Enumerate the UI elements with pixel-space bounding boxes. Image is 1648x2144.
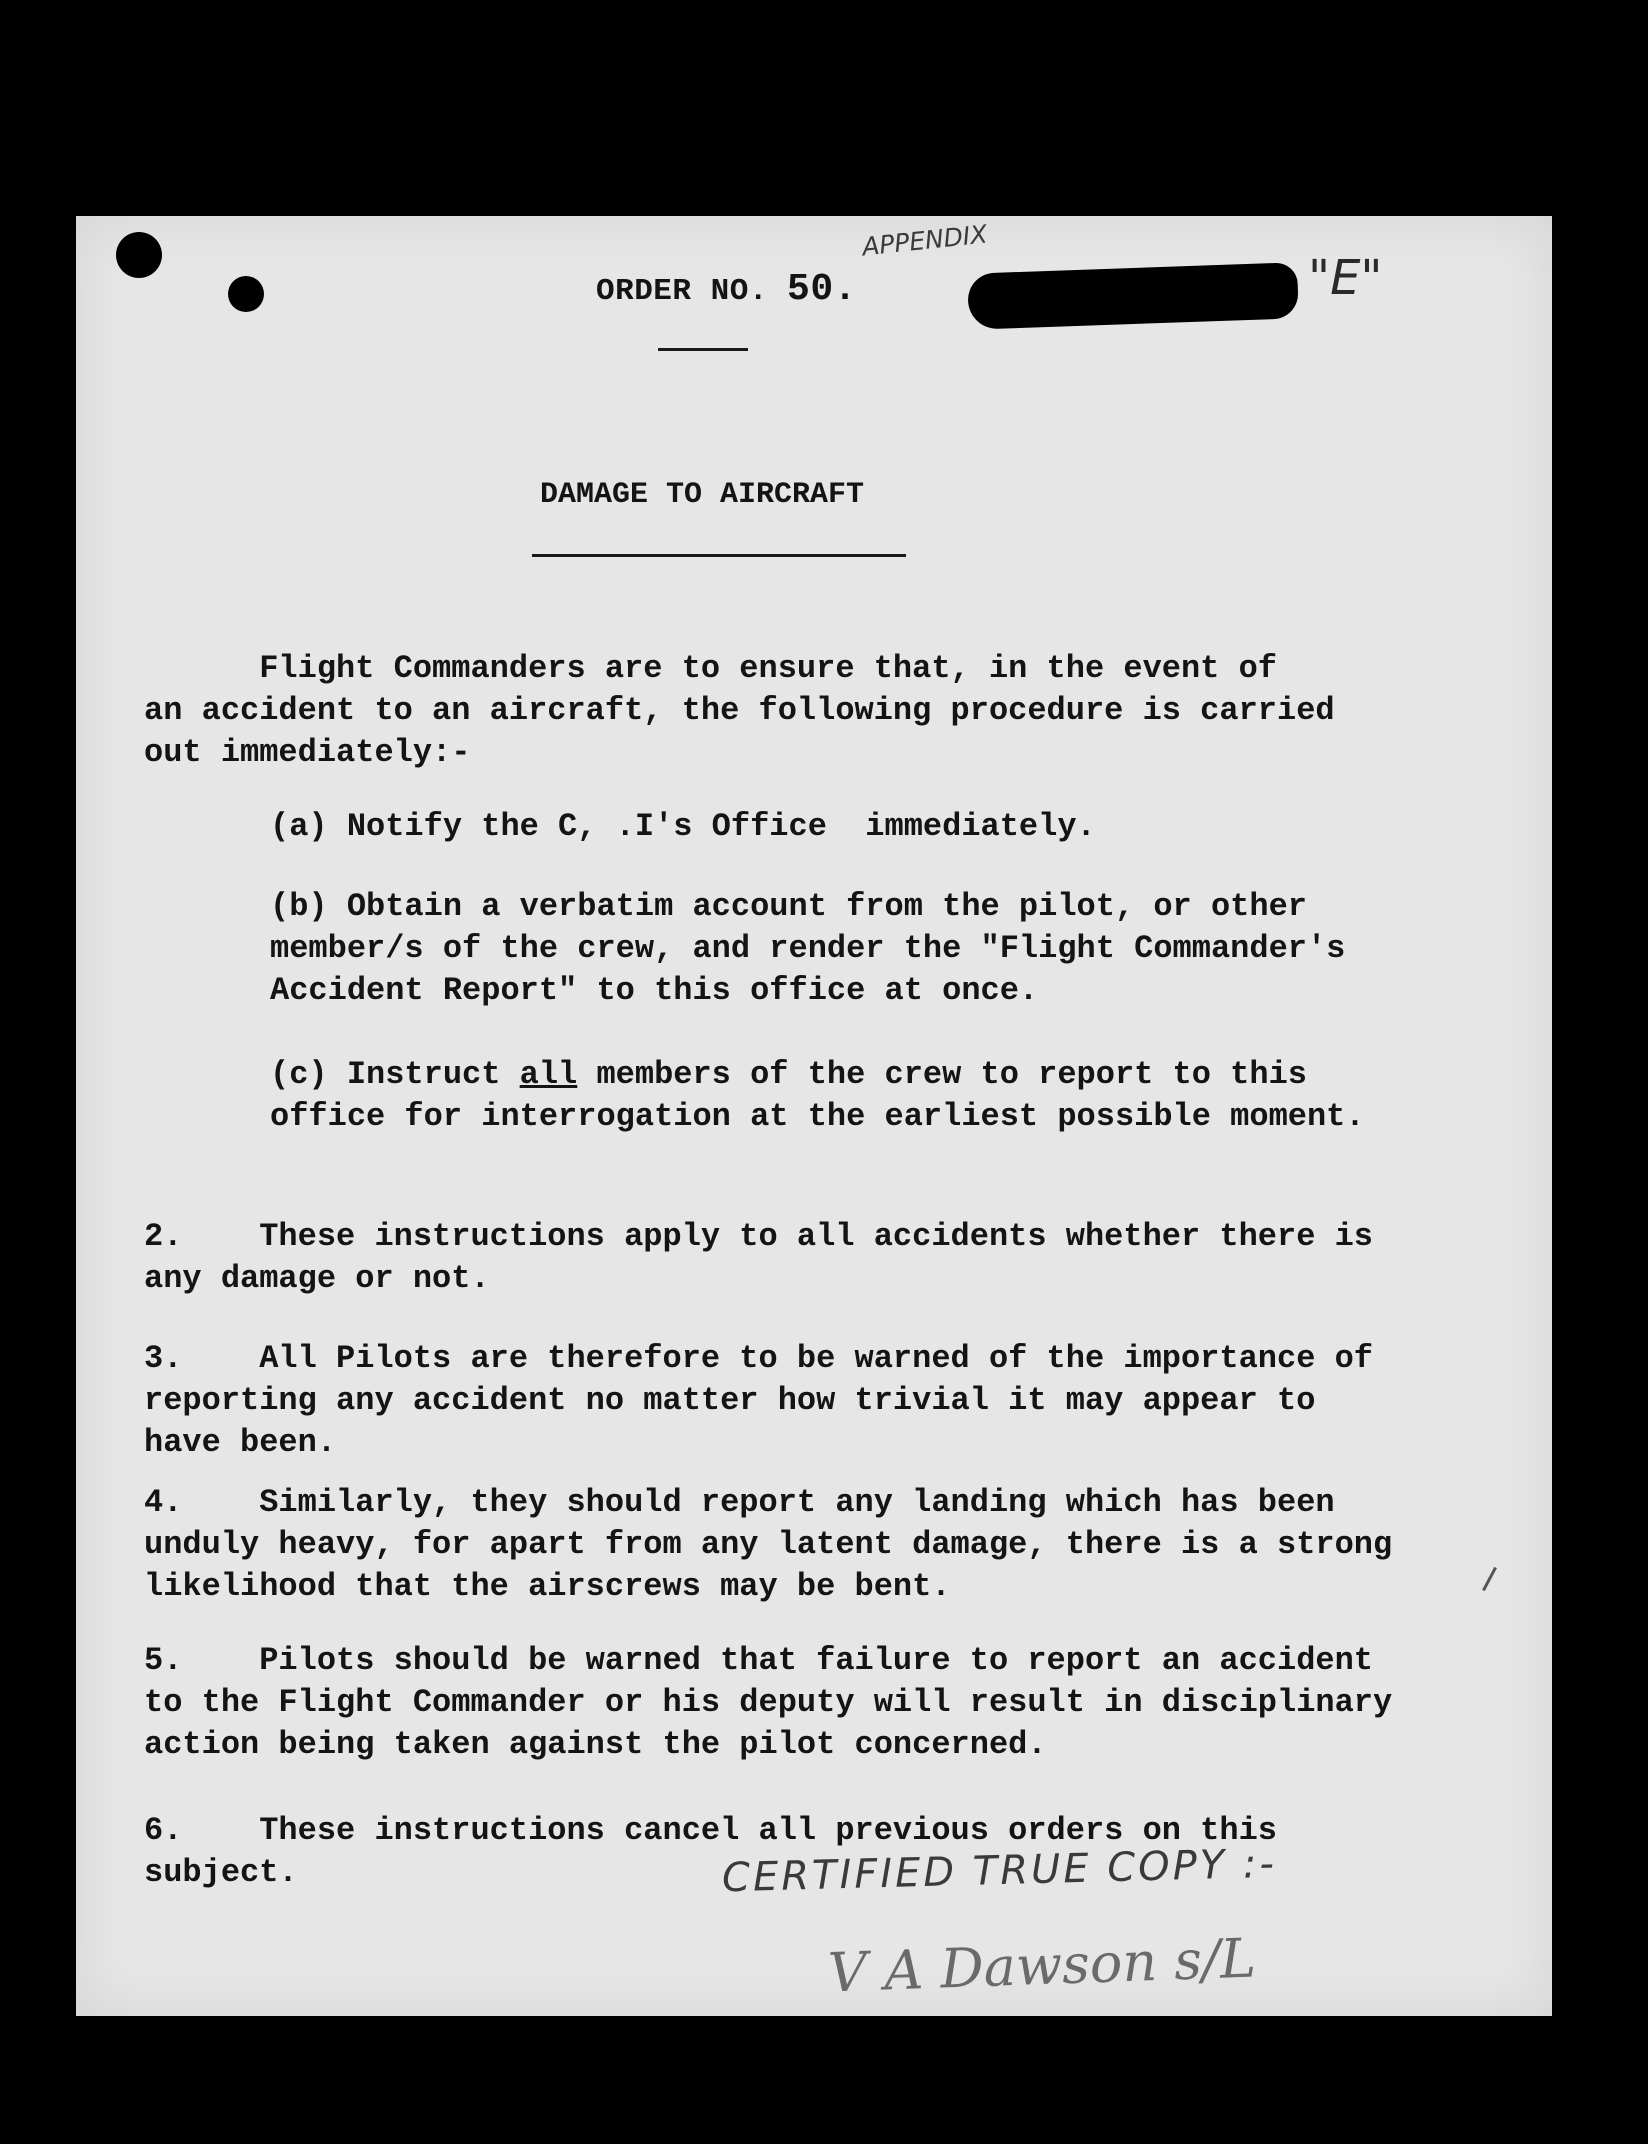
title-underline (532, 554, 906, 557)
order-number: 50. (787, 268, 857, 311)
procedure-item-c (270, 1054, 1630, 1138)
appendix-handwritten-note: APPENDIX (860, 219, 989, 262)
procedure-item-c-lead: (c) Instruct (270, 1056, 520, 1093)
appendix-letter: "E" (1308, 250, 1383, 306)
order-heading (596, 268, 857, 311)
order-label: ORDER NO. (596, 274, 788, 309)
certification-stamp: CERTIFIED TRUE COPY :- (721, 1840, 1278, 1902)
document-title: DAMAGE TO AIRCRAFT (540, 478, 865, 512)
paragraph-6: 6. These instructions cancel all previous orders on this subject. (144, 1812, 1277, 1891)
redaction-mark (967, 262, 1299, 329)
intro-paragraph: Flight Commanders are to ensure that, in the event of an accident to an aircraft, the following procedure is carried out immediately:- (144, 650, 1335, 771)
paragraph-2: 2. These instructions apply to all accidents whether there is any damage or not. (144, 1218, 1373, 1297)
emphasis-all: all (519, 1056, 578, 1093)
punch-hole (228, 276, 264, 312)
paragraph-5: 5. Pilots should be warned that failure to report an accident to the Flight Commander or his deputy will result in disciplinary action being taken against the pilot concerned. (144, 1642, 1393, 1763)
paragraph-4: 4. Similarly, they should report any landing which has been unduly heavy, for apart from any latent damage, there is a strong likelihood that the airscrews may be bent. (144, 1484, 1393, 1605)
procedure-item-b: (b) Obtain a verbatim account from the pilot, or other member/s of the crew, and render the "Flight Commander's Accident Report" to this office at once. (270, 888, 1346, 1009)
paragraph-3: 3. All Pilots are therefore to be warned of the importance of reporting any accident no matter how trivial it may appear to have been. (144, 1340, 1373, 1461)
document-page (76, 216, 1552, 2016)
procedure-item-a: (a) Notify the C, .I's Office immediately. (270, 808, 1096, 845)
procedure-item-c-rest: members of the crew to report to this office for interrogation at the earliest possible moment. (270, 1056, 1365, 1135)
punch-hole (116, 232, 162, 278)
handwritten-signature: V A Dawson s/L (827, 1926, 1257, 2005)
divider (658, 348, 748, 351)
